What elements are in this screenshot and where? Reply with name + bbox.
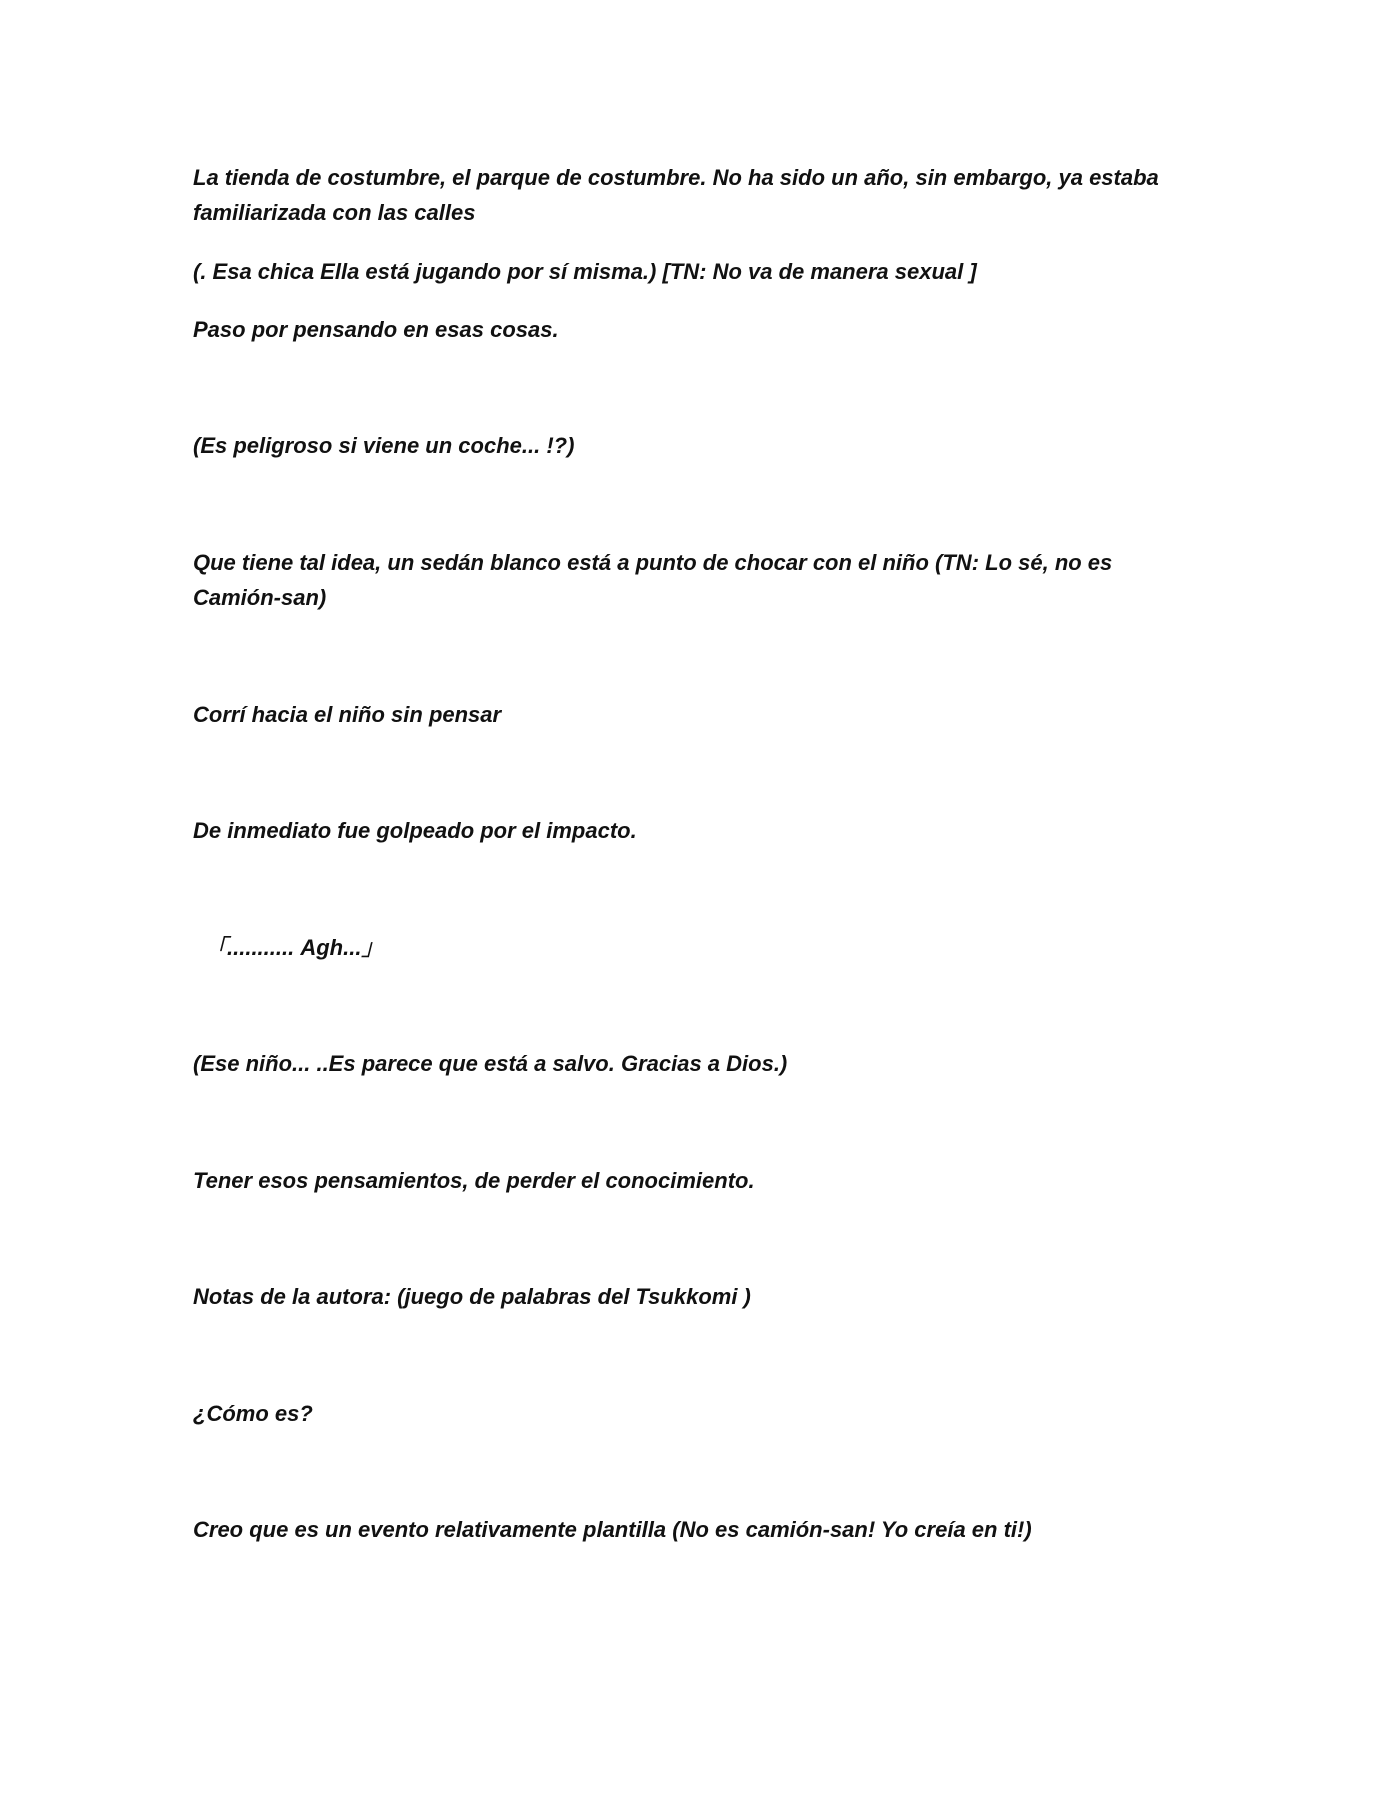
paragraph-8: 「........... Agh...」	[205, 935, 384, 960]
paragraph-2: (. Esa chica Ella está jugando por sí misma.) [TN: No va de manera sexual ]	[193, 259, 977, 284]
paragraph-5: Que tiene tal idea, un sedán blanco está a punto de chocar con el niño (TN: Lo sé, no es Camión-san)	[193, 550, 1113, 610]
paragraph-4: (Es peligroso si viene un coche... !?)	[193, 433, 575, 458]
paragraph-3: Paso por pensando en esas cosas.	[193, 317, 559, 342]
paragraph-1: La tienda de costumbre, el parque de costumbre. No ha sido un año, sin embargo, ya estaba familiarizada con las calles	[193, 165, 1159, 225]
paragraph-6: Corrí hacia el niño sin pensar	[193, 702, 502, 727]
paragraph-9: (Ese niño... ..Es parece que está a salvo. Gracias a Dios.)	[193, 1051, 788, 1076]
paragraph-11: Notas de la autora: (juego de palabras del Tsukkomi )	[193, 1284, 751, 1309]
paragraph-10: Tener esos pensamientos, de perder el conocimiento.	[193, 1168, 755, 1193]
paragraph-12: ¿Cómo es?	[193, 1401, 313, 1426]
paragraph-13: Creo que es un evento relativamente plantilla (No es camión-san! Yo creía en ti!)	[193, 1517, 1032, 1542]
paragraph-7: De inmediato fue golpeado por el impacto.	[193, 818, 637, 843]
